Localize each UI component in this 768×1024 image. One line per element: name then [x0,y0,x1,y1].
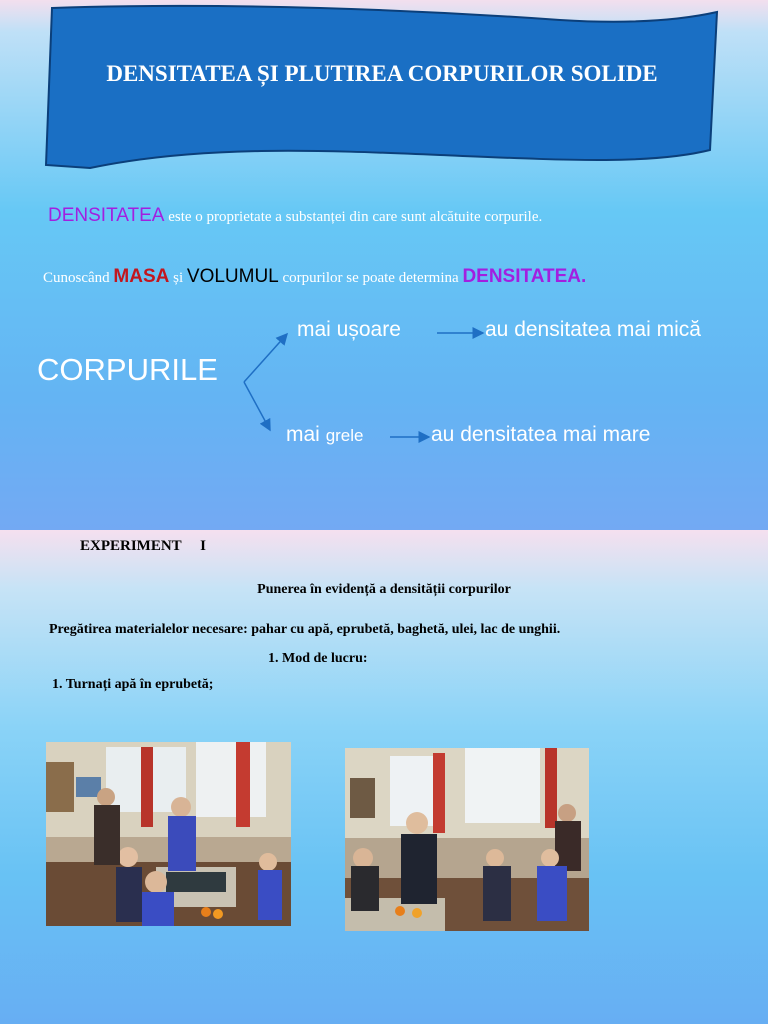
determine-text-1: Cunoscând [43,270,114,286]
branch-heavy-result: au densitatea mai mare [431,423,651,446]
branch-light-prefix: mai ușoare [297,318,401,341]
experiment-heading: EXPERIMENT I [80,538,206,554]
method-heading: 1. Mod de lucru: [268,651,368,666]
arrow-up-icon [244,334,287,382]
determine-and: și [169,270,187,286]
classroom-photo-1 [46,742,291,926]
branch-light-result: au densitatea mai mică [485,318,701,341]
step-1: 1. Turnați apă în eprubetă; [52,677,214,692]
slide-experiment [0,530,768,1024]
definition-text: este o proprietate a substanței din care sunt alcătuite corpurile. [164,209,543,225]
keyword-masa: MASA [113,266,170,287]
keyword-densitatea-2: DENSITATEA. [462,266,587,287]
experiment-subtitle: Punerea în evidență a densității corpurilor [257,582,511,597]
heavy-word: grele [325,426,364,445]
corpurile-label: CORPURILE [37,352,218,387]
keyword-volumul: VOLUMUL [186,266,279,287]
classroom-photo-2 [345,748,589,931]
slide-title: DENSITATEA ȘI PLUTIREA CORPURILOR SOLIDE [106,61,658,86]
materials-line: Pregătirea materialelor necesare: pahar cu apă, eprubetă, baghetă, ulei, lac de unghii. [49,622,561,637]
heavy-prefix: mai [286,423,326,446]
determine-text-2: corpurilor se poate determina [278,270,463,286]
keyword-densitatea: DENSITATEA [48,205,165,226]
branch-heavy-prefix [286,423,364,447]
arrow-down-icon [244,382,270,430]
